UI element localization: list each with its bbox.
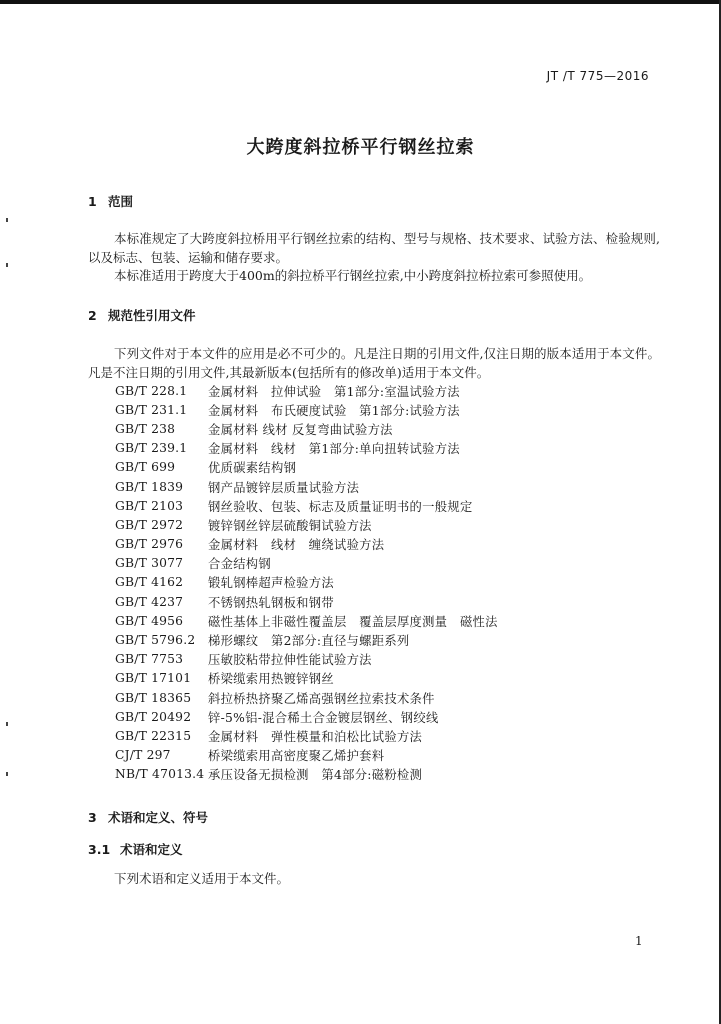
reference-code: CJ/T 297 [115,748,171,763]
reference-row [115,458,660,477]
reference-code: GB/T 2976 [115,537,184,552]
reference-row [115,439,660,458]
terms-intro-paragraph: 下列术语和定义适用于本文件。 [114,871,290,886]
reference-row [115,669,660,688]
reference-row [115,765,660,784]
section-number: 3.1 [88,842,111,857]
scan-edge-top [0,0,721,4]
scan-mark [6,263,8,267]
reference-code: GB/T 17101 [115,671,192,686]
reference-title: 镀锌钢丝锌层硫酸铜试验方法 [208,518,372,533]
reference-code: GB/T 699 [115,460,176,475]
scan-mark [6,772,8,776]
reference-code: GB/T 18365 [115,690,192,705]
applicability-paragraph: 本标准适用于跨度大于400m的斜拉桥平行钢丝拉索,中小跨度斜拉桥拉索可参照使用。 [114,268,592,283]
reference-row [115,496,660,515]
reference-title: 金属材料 布氏硬度试验 第1部分:试验方法 [208,403,460,418]
reference-row [115,573,660,592]
normative-references-list [115,381,660,784]
reference-code: GB/T 2103 [115,498,184,513]
scan-mark [6,722,8,726]
reference-title: 钢丝验收、包装、标志及质量证明书的一般规定 [208,499,473,514]
section-title: 术语和定义 [120,842,183,857]
reference-title: 磁性基体上非磁性覆盖层 覆盖层厚度测量 磁性法 [208,614,498,629]
reference-title: 桥梁缆索用热镀锌钢丝 [208,672,334,687]
reference-title: 钢产品镀锌层质量试验方法 [208,480,360,495]
page-number: 1 [635,934,643,948]
document-title: 大跨度斜拉桥平行钢丝拉索 [246,137,475,158]
section-number: 3 [88,810,97,825]
reference-code: GB/T 5796.2 [115,633,196,648]
section-1-heading [88,192,133,210]
section-3-heading [88,808,208,826]
reference-row [115,650,660,669]
section-title: 术语和定义、符号 [108,810,209,825]
reference-title: 斜拉桥热挤聚乙烯高强钢丝拉索技术条件 [208,691,435,706]
reference-code: GB/T 1839 [115,479,184,494]
section-title: 规范性引用文件 [108,308,196,323]
reference-code: GB/T 238 [115,421,176,436]
section-title: 范围 [108,194,134,209]
reference-title: 金属材料 线材 第1部分:单向扭转试验方法 [208,442,460,457]
reference-title: 优质碳素结构钢 [208,461,297,476]
reference-title: 桥梁缆索用高密度聚乙烯护套料 [208,749,385,764]
section-number: 2 [88,308,97,323]
standard-code: JT /T 775—2016 [546,69,649,83]
reference-code: GB/T 7753 [115,652,184,667]
reference-row [115,688,660,707]
reference-row [115,535,660,554]
section-2-heading [88,306,196,324]
section-number: 1 [88,194,97,209]
reference-row [115,515,660,534]
reference-row [115,630,660,649]
reference-title: 承压设备无损检测 第4部分:磁粉检测 [208,768,423,783]
reference-code: GB/T 4237 [115,594,184,609]
reference-row [115,592,660,611]
reference-row [115,381,660,400]
reference-code: GB/T 4162 [115,575,184,590]
reference-row [115,477,660,496]
reference-code: GB/T 4956 [115,613,184,628]
scan-mark [6,218,8,222]
reference-code: GB/T 231.1 [115,402,188,417]
reference-row [115,611,660,630]
reference-code: GB/T 228.1 [115,383,188,398]
reference-title: 不锈钢热轧钢板和钢带 [208,595,334,610]
scope-paragraph: 本标准规定了大跨度斜拉桥用平行钢丝拉索的结构、型号与规格、技术要求、试验方法、检验规则,以及标志、包装、运输和储存要求。 [88,231,660,265]
reference-row [115,746,660,765]
reference-title: 压敏胶粘带拉伸性能试验方法 [208,653,372,668]
reference-title: 金属材料 线材 缠绕试验方法 [208,538,385,553]
reference-code: GB/T 22315 [115,728,192,743]
reference-row [115,554,660,573]
reference-title: 金属材料 拉伸试验 第1部分:室温试验方法 [208,384,460,399]
reference-code: GB/T 3077 [115,556,184,571]
reference-code: GB/T 2972 [115,517,184,532]
reference-code: GB/T 20492 [115,709,192,724]
reference-row [115,707,660,726]
reference-title: 锻轧钢棒超声检验方法 [208,576,334,591]
reference-title: 合金结构钢 [208,557,271,572]
section-3-1-heading [88,840,183,858]
reference-code: NB/T 47013.4 [115,767,205,782]
reference-title: 梯形螺纹 第2部分:直径与螺距系列 [208,634,410,649]
reference-row [115,400,660,419]
reference-title: 锌-5%铝-混合稀土合金镀层钢丝、钢绞线 [208,710,439,725]
reference-code: GB/T 239.1 [115,441,188,456]
reference-row [115,726,660,745]
reference-title: 金属材料 线材 反复弯曲试验方法 [208,422,393,437]
reference-title: 金属材料 弹性模量和泊松比试验方法 [208,729,423,744]
references-intro-paragraph: 下列文件对于本文件的应用是必不可少的。凡是注日期的引用文件,仅注日期的版本适用于本文件。凡是不注日期的引用文件,其最新版本(包括所有的修改单)适用于本文件。 [88,346,660,380]
reference-row [115,419,660,438]
